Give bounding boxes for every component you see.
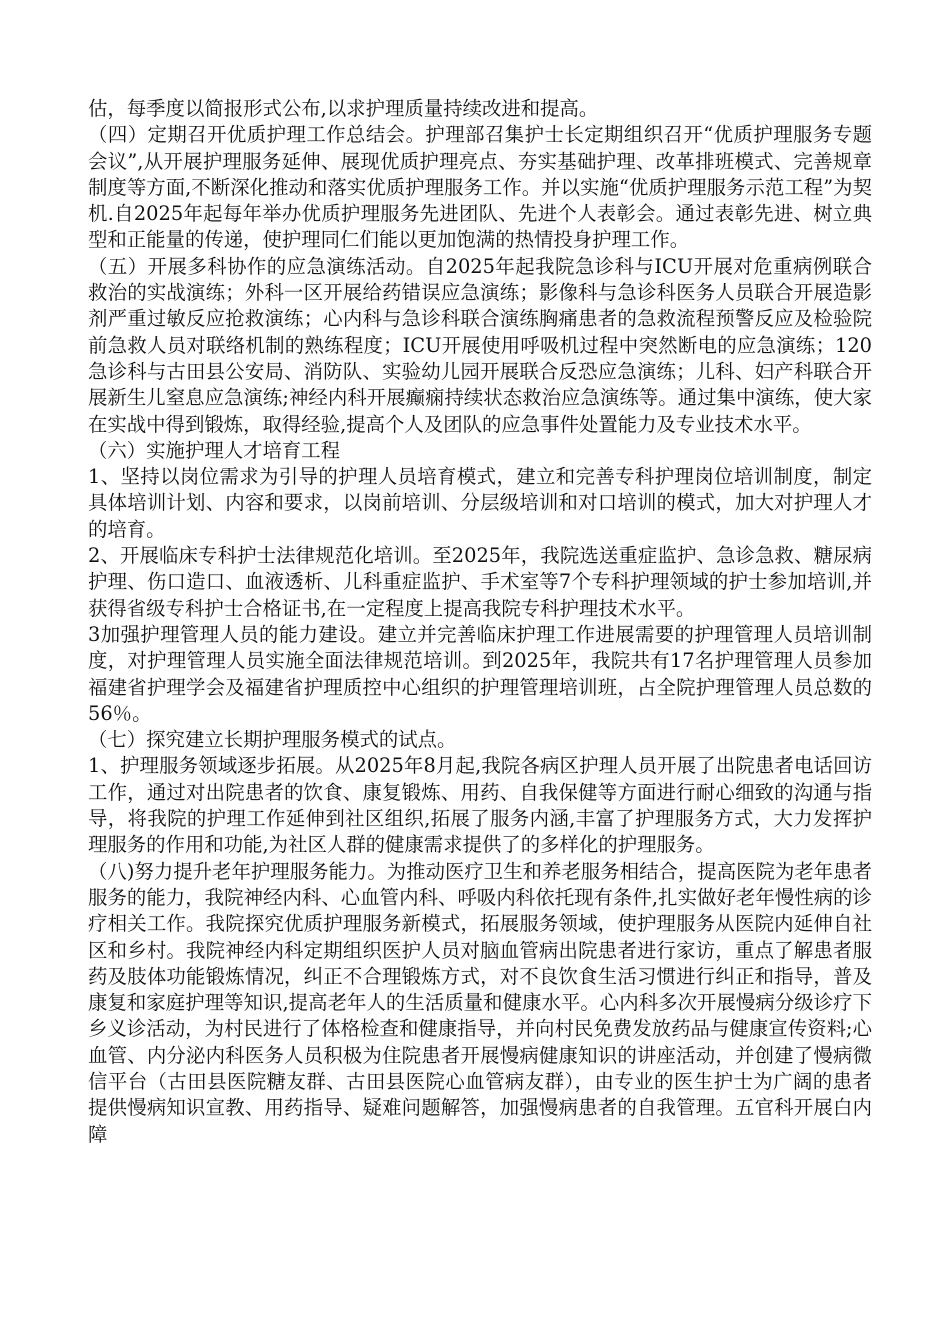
paragraph-quality-summary-meeting: （四）定期召开优质护理工作总结会。护理部召集护士长定期组织召开“优质护理服务专题会议”,从开展护理服务延伸、展现优质护理亮点、夯实基础护理、改革排班模式、完善规章制度等方面,不断深化推动和落实优质护理服务工作。并以实施“优质护理服务示范工程”为契机.自2025年起每年举办优质护理服务先进团队、先进个人表彰会。通过表彰先进、树立典型和正能量的传递，使护理同仁们能以更加饱满的热情投身护理工作。 [88,123,872,252]
paragraph-service-expansion: 1、护理服务领域逐步拓展。从2025年8月起,我院各病区护理人员开展了出院患者电话回访工作，通过对出院患者的饮食、康复锻炼、用药、自我保健等方面进行耐心细致的沟通与指导，将我院的护理工作延伸到社区组织,拓展了服务内涵,丰富了护理服务方式，大力发挥护理服务的作用和功能,为社区人群的健康需求提供了的多样化的护理服务。 [88,754,872,857]
paragraph-training-model: 1、坚持以岗位需求为引导的护理人员培育模式，建立和完善专科护理岗位培训制度，制定具体培训计划、内容和要求，以岗前培训、分层级培训和对口培训的模式，加大对护理人才的培育。 [88,465,872,541]
section-heading-long-term-care: （七）探究建立长期护理服务模式的试点。 [88,728,457,752]
document-page [88,96,872,1148]
paragraph-emergency-drills: （五）开展多科协作的应急演练活动。自2025年起我院急诊科与ICU开展对危重病例联合救治的实战演练；外科一区开展给药错误应急演练；影像科与急诊科医务人员联合开展造影剂严重过敏反应抢救演练；心内科与急诊科联合演练胸痛患者的急救流程预警反应及检验院前急救人员对联络机制的熟练程度；ICU开展使用呼吸机过程中突然断电的应急演练；120急诊科与古田县公安局、消防队、实验幼儿园开展联合反恐应急演练；儿科、妇产科联合开展新生儿窒息应急演练;神经内科开展癫痫持续状态救治应急演练等。通过集中演练，使大家在实战中得到锻炼，取得经验,提高个人及团队的应急事件处置能力及专业技术水平。 [88,254,872,436]
paragraph-elderly-care: （八)努力提升老年护理服务能力。为推动医疗卫生和养老服务相结合，提高医院为老年患者服务的能力，我院神经内科、心血管内科、呼吸内科依托现有条件,扎实做好老年慢性病的诊疗相关工作。我院探究优质护理服务新模式，拓展服务领域，使护理服务从医院内延伸自社区和乡村。我院神经内科定期组织医护人员对脑血管病出院患者进行家访，重点了解患者服药及肢体功能锻炼情况，纠正不合理锻炼方式，对不良饮食生活习惯进行纠正和指导，普及康复和家庭护理等知识,提高老年人的生活质量和健康水平。心内科多次开展慢病分级诊疗下乡义诊活动，为村民进行了体格检查和健康指导，并向村民免费发放药品与健康宣传资料;心血管、内分泌内科医务人员积极为住院患者开展慢病健康知识的讲座活动，并创建了慢病微信平台（古田县医院糖友群、古田县医院心血管病友群），由专业的医生护士为广阔的患者提供慢病知识宣教、用药指导、疑难问题解答，加强慢病患者的自我管理。五官科开展白内障 [88,859,872,1146]
paragraph-specialist-nurse-training: 2、开展临床专科护士法律规范化培训。至2025年，我院选送重症监护、急诊急救、糖尿病护理、伤口造口、血液透析、儿科重症监护、手术室等7个专科护理领域的护士参加培训,并获得省级专科护士合格证书,在一定程度上提高我院专科护理技术水平。 [88,544,872,620]
section-heading-talent-cultivation: （六）实施护理人才培育工程 [88,438,341,462]
paragraph-management-capacity: 3加强护理管理人员的能力建设。建立并完善临床护理工作进展需要的护理管理人员培训制度，对护理管理人员实施全面法律规范培训。到2025年，我院共有17名护理管理人员参加福建省护理学会及福建省护理质控中心组织的护理管理培训班，占全院护理管理人员总数的56％。 [88,622,872,725]
paragraph-quality-report: 估，每季度以简报形式公布,以求护理质量持续改进和提高。 [88,97,599,120]
